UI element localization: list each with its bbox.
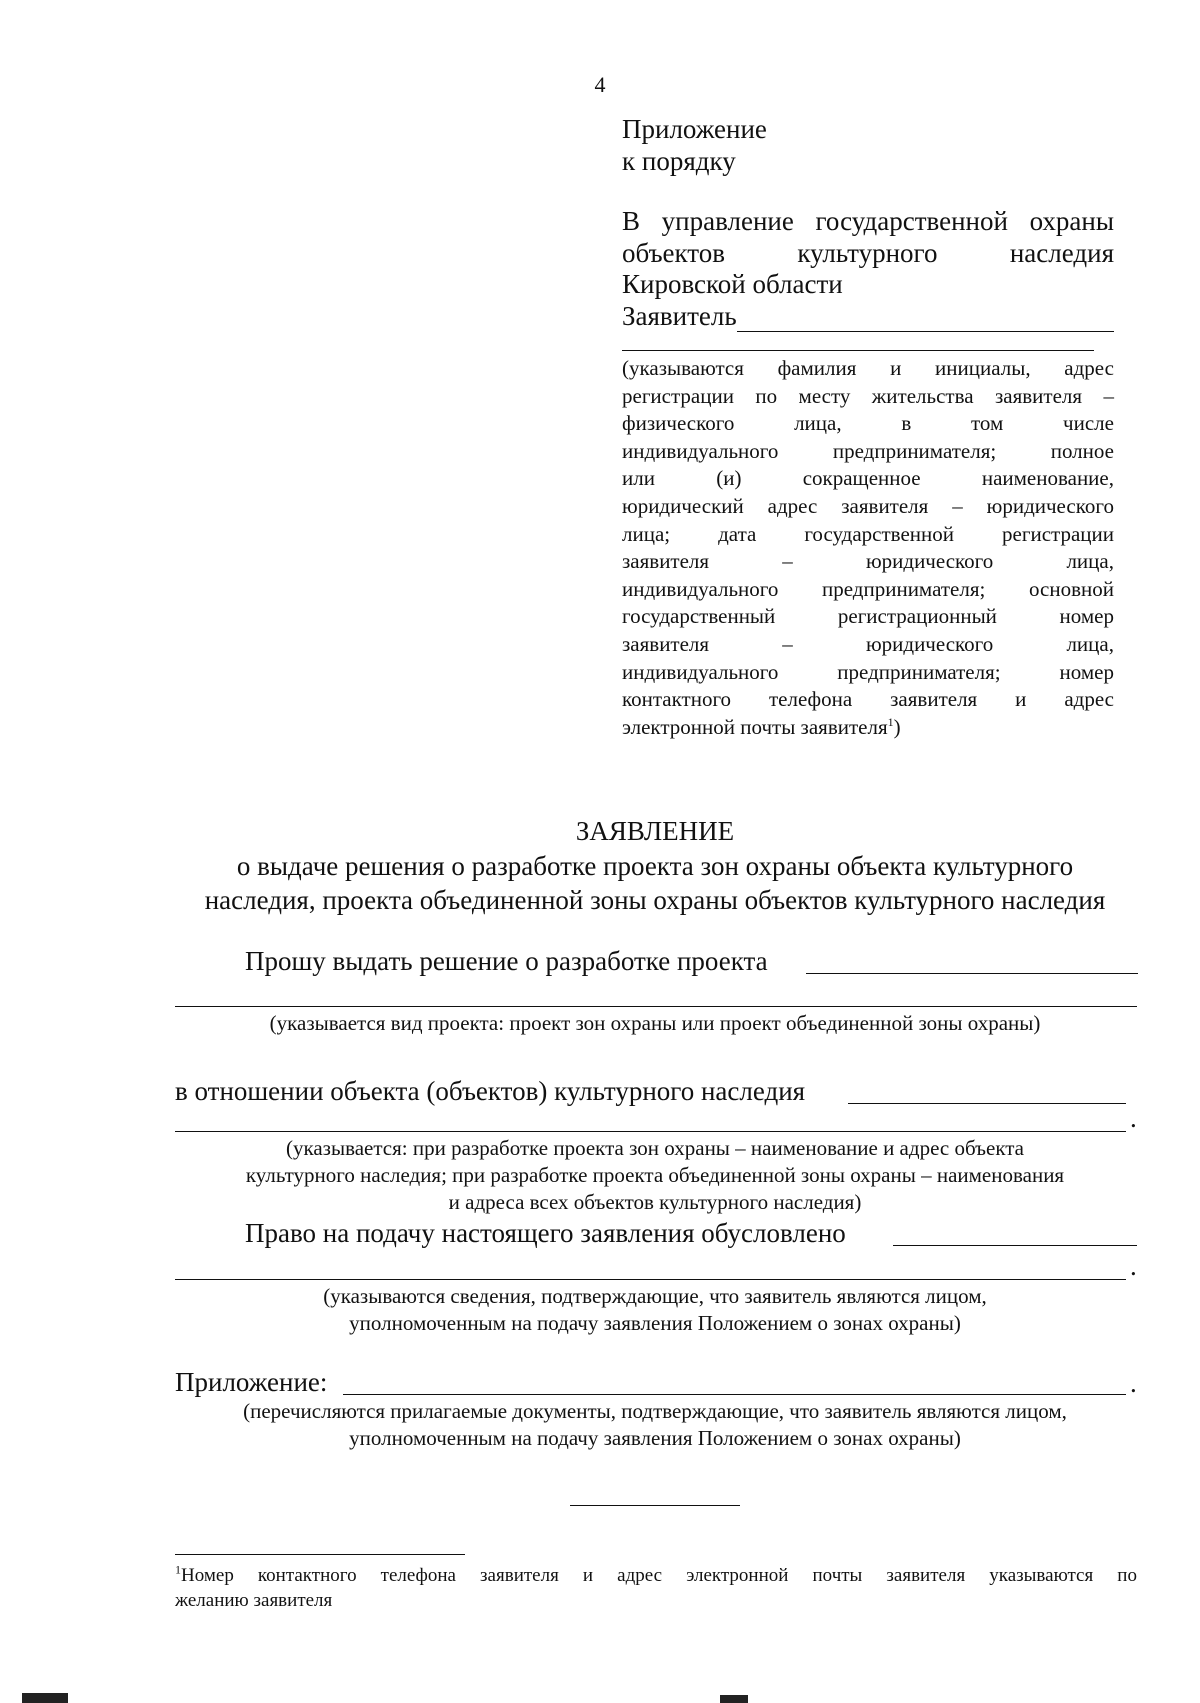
- right-to-apply-end-mark: .: [1130, 1251, 1137, 1281]
- note-row: индивидуального предпринимателя; основной: [622, 576, 1114, 601]
- footnote-rule: [175, 1554, 465, 1555]
- attachment-label: Приложение:: [175, 1367, 328, 1397]
- note-row: регистрации по месту жительства заявителя –: [622, 383, 1114, 408]
- page-number: 4: [594, 72, 606, 97]
- footnote: [175, 1563, 1137, 1613]
- object-hint-line-1: (указывается: при разработке проекта зон охраны – наименование и адрес объекта: [285, 1136, 1024, 1160]
- object-field-line-2[interactable]: [175, 1131, 1126, 1132]
- note-row-last: электронной почты заявителя$^1$): [622, 714, 901, 739]
- note-row: заявителя – юридического лица,: [622, 631, 1114, 656]
- appendix-subtitle: к порядку: [622, 146, 736, 176]
- applicant-label: Заявитель: [622, 301, 737, 331]
- attachment-end-mark: .: [1130, 1368, 1137, 1398]
- right-to-apply-text: Право на подачу настоящего заявления обусловлено: [245, 1218, 846, 1248]
- addressee-line-2: объектов культурного наследия: [622, 238, 1114, 268]
- note-row: физического лица, в том числе: [622, 411, 1114, 436]
- footnote-line-2: желанию заявителя: [175, 1590, 333, 1611]
- applicant-note: [622, 355, 1114, 741]
- object-field[interactable]: [848, 1103, 1126, 1104]
- footnote-ref-marker: 1: [887, 714, 894, 729]
- note-row: контактного телефона заявителя и адрес: [622, 687, 1114, 712]
- appendix-label: Приложение: [622, 114, 767, 144]
- applicant-field: [622, 300, 1114, 332]
- object-hint-line-3: и адреса всех объектов культурного наследия): [448, 1190, 862, 1214]
- footnote-marker: 1: [175, 1562, 181, 1577]
- document-subtitle-line-1: о выдаче решения о разработке проекта зон охраны объекта культурного: [236, 851, 1074, 881]
- attachment-hint-line-1: (перечисляются прилагаемые документы, подтверждающие, что заявитель являются лицом,: [243, 1399, 1067, 1423]
- right-to-apply-field[interactable]: [893, 1245, 1137, 1246]
- right-to-apply-hint-line-1: (указываются сведения, подтверждающие, что заявитель являются лицом,: [323, 1284, 987, 1308]
- project-type-field-line-2[interactable]: [175, 1006, 1137, 1007]
- note-row: индивидуального предпринимателя; номер: [622, 659, 1114, 684]
- project-type-hint: (указывается вид проекта: проект зон охраны или проект объединенной зоны охраны): [269, 1011, 1041, 1035]
- scan-artifact-left: [22, 1693, 68, 1703]
- object-text: в отношении объекта (объектов) культурного наследия: [175, 1076, 806, 1106]
- note-row: государственный регистрационный номер: [622, 604, 1114, 629]
- attachment-field[interactable]: [343, 1394, 1126, 1395]
- note-row: заявителя – юридического лица,: [622, 549, 1114, 574]
- applicant-fill-line-1[interactable]: [737, 305, 1114, 332]
- scan-artifact-middle: [720, 1695, 748, 1703]
- note-row: (указываются фамилия и инициалы, адрес: [622, 356, 1114, 380]
- right-to-apply-hint-line-2: уполномоченным на подачу заявления Положением о зонах охраны): [349, 1311, 961, 1335]
- object-hint-line-2: культурного наследия; при разработке проекта объединенной зоны охраны – наименования: [245, 1163, 1065, 1187]
- document-heading: ЗАЯВЛЕНИЕ: [575, 816, 735, 846]
- addressee-line-1: В управление государственной охраны: [622, 206, 1114, 236]
- project-type-field[interactable]: [806, 973, 1138, 974]
- attachment-hint-line-2: уполномоченным на подачу заявления Положением о зонах охраны): [349, 1426, 961, 1450]
- footnote-line-1: $^1$Номер контактного телефона заявителя и адрес электронной почты заявителя указываются по: [175, 1562, 1137, 1586]
- document-subtitle-line-2: наследия, проекта объединенной зоны охраны объектов культурного наследия: [204, 885, 1106, 915]
- addressee-line-3: Кировской области: [622, 269, 843, 299]
- note-row: индивидуального предпринимателя; полное: [622, 438, 1114, 463]
- object-end-mark: .: [1130, 1103, 1137, 1133]
- note-row: или (и) сокращенное наименование,: [622, 466, 1114, 491]
- applicant-fill-line-2[interactable]: [622, 350, 1094, 351]
- right-to-apply-field-line-2[interactable]: [175, 1279, 1126, 1280]
- end-separator: [570, 1505, 740, 1506]
- note-row: юридический адрес заявителя – юридического: [622, 493, 1114, 518]
- note-row: лица; дата государственной регистрации: [622, 521, 1114, 546]
- request-text: Прошу выдать решение о разработке проекта: [245, 946, 768, 976]
